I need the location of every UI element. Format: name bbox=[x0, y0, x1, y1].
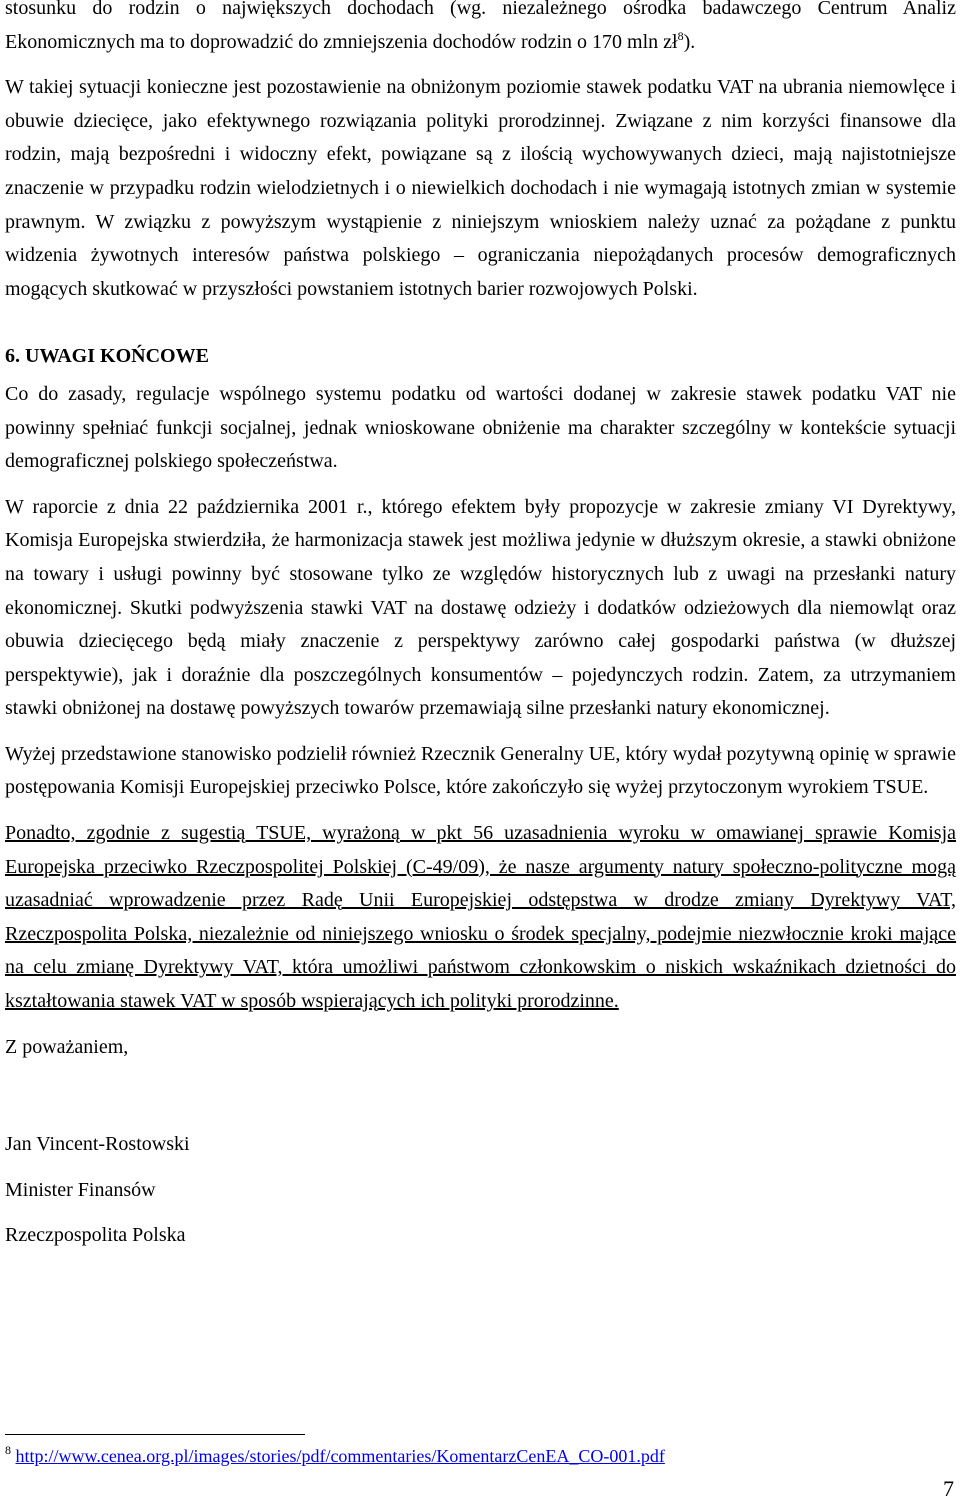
paragraph-tsue-suggestion: Ponadto, zgodnie z sugestią TSUE, wyrażoną w pkt 56 uzasadnienia wyroku w omawianej sprawie Komisja Europejska przeciwko Rzeczpospolitej Polskiej (C-49/09), że nasze argumenty natury społeczno-polityczne mogą uzasadniać wprowadzenie przez Radę Unii Europejskiej odstępstwa w drodze zmiany Dyrektywy VAT, Rzeczpospolita Polska, niezależnie od niniejszego wniosku o środek specjalny, podejmie niezwłocznie kroki mające na celu zmianę Dyrektywy VAT, która umożliwi państwom członkowskim o niskich wskaźnikach dzietności do kształtowania stawek VAT w sposób wspierających ich polityki prorodzinne. bbox=[5, 822, 956, 1013]
paragraph-text: stosunku do rodzin o największych dochodach (wg. niezależnego ośrodka badawczego Centrum Analiz Ekonomicznych ma to doprowadzić do zmniejszenia dochodów rodzin o 170 mln zł bbox=[5, 0, 956, 53]
signatory-name: Jan Vincent-Rostowski bbox=[5, 1133, 190, 1156]
footnote-link[interactable]: http://www.cenea.org.pl/images/stories/pdf/commentaries/KomentarzCenEA_CO-001.pdf bbox=[15, 1446, 665, 1466]
section-heading: 6. UWAGI KOŃCOWE bbox=[5, 345, 209, 368]
paragraph-income-impact bbox=[5, 0, 956, 59]
signatory-title: Minister Finansów bbox=[5, 1178, 156, 1201]
paragraph-general-principle: Co do zasady, regulacje wspólnego systemu podatku od wartości dodanej w zakresie stawek podatku VAT nie powinny spełniać funkcji socjalnej, jednak wnioskowane obniżenie ma charakter szczególny w kontekście sytuacji demograficznej polskiego społeczeństwa. bbox=[5, 382, 956, 473]
paragraph-commission-report: W raporcie z dnia 22 października 2001 r., którego efektem były propozycje w zakresie zmiany VI Dyrektywy, Komisja Europejska stwierdziła, że harmonizacja stawek jest możliwa jedynie w dłuższym okresie, a stawki obniżone na towary i usługi powinny być stosowane tylko ze względów historycznych lub z uwagi na przesłanki natury ekonomicznej. Skutki podwyższenia stawki VAT na dostawę odzieży i dodatków odzieżowych dla niemowląt oraz obuwia dziecięcego będą miały znaczenie z perspektywy zarówno całej gospodarki państwa (w dłuższej perspektywie), jak i doraźnie dla poszczególnych konsumentów – pojedynczych rodzin. Zatem, za utrzymaniem stawki obniżonej na dostawę powyższych towarów przemawiają silne przesłanki natury ekonomicznej. bbox=[5, 495, 956, 720]
footnote-number: 8 bbox=[5, 1443, 11, 1457]
signature-block bbox=[5, 1019, 956, 1253]
closing-salutation: Z poważaniem, bbox=[5, 1035, 129, 1058]
paragraph-vat-reduced-rate: W takiej sytuacji konieczne jest pozostawienie na obniżonym poziomie stawek podatku VAT na ubrania niemowlęce i obuwie dziecięce, jako efektywnego rozwiązania polityki prorodzinnej. Związane z nim korzyści finansowe dla rodzin, mają bezpośredni i widoczny efekt, powiązane są z ilością wychowywanych dzieci, mają najistotniejsze znaczenie w przypadku rodzin wielodzietnych i o niewielkich dochodach i nie wymagają istotnych zmian w systemie prawnym. W związku z powyższym wystąpienie z niniejszym wnioskiem należy uznać za pożądane z punktu widzenia żywotnych interesów państwa polskiego – ograniczania niepożądanych procesów demograficznych mogących skutkować w przyszłości powstaniem istotnych barier rozwojowych Polski. bbox=[5, 76, 956, 300]
paragraph-text-end: ). bbox=[683, 30, 696, 53]
page-number: 7 bbox=[943, 1476, 954, 1501]
signatory-country: Rzeczpospolita Polska bbox=[5, 1224, 186, 1247]
footnote bbox=[5, 1444, 665, 1468]
footnote-reference[interactable]: 8 bbox=[677, 28, 684, 43]
paragraph-advocate-general: Wyżej przedstawione stanowisko podzielił również Rzecznik Generalny UE, który wydał pozytywną opinię w sprawie postępowania Komisji Europejskiej przeciwko Polsce, które zakończyło się wyżej przytoczonym wyrokiem TSUE. bbox=[5, 742, 956, 799]
footnote-divider bbox=[5, 1434, 305, 1435]
document-page bbox=[5, 0, 956, 1253]
